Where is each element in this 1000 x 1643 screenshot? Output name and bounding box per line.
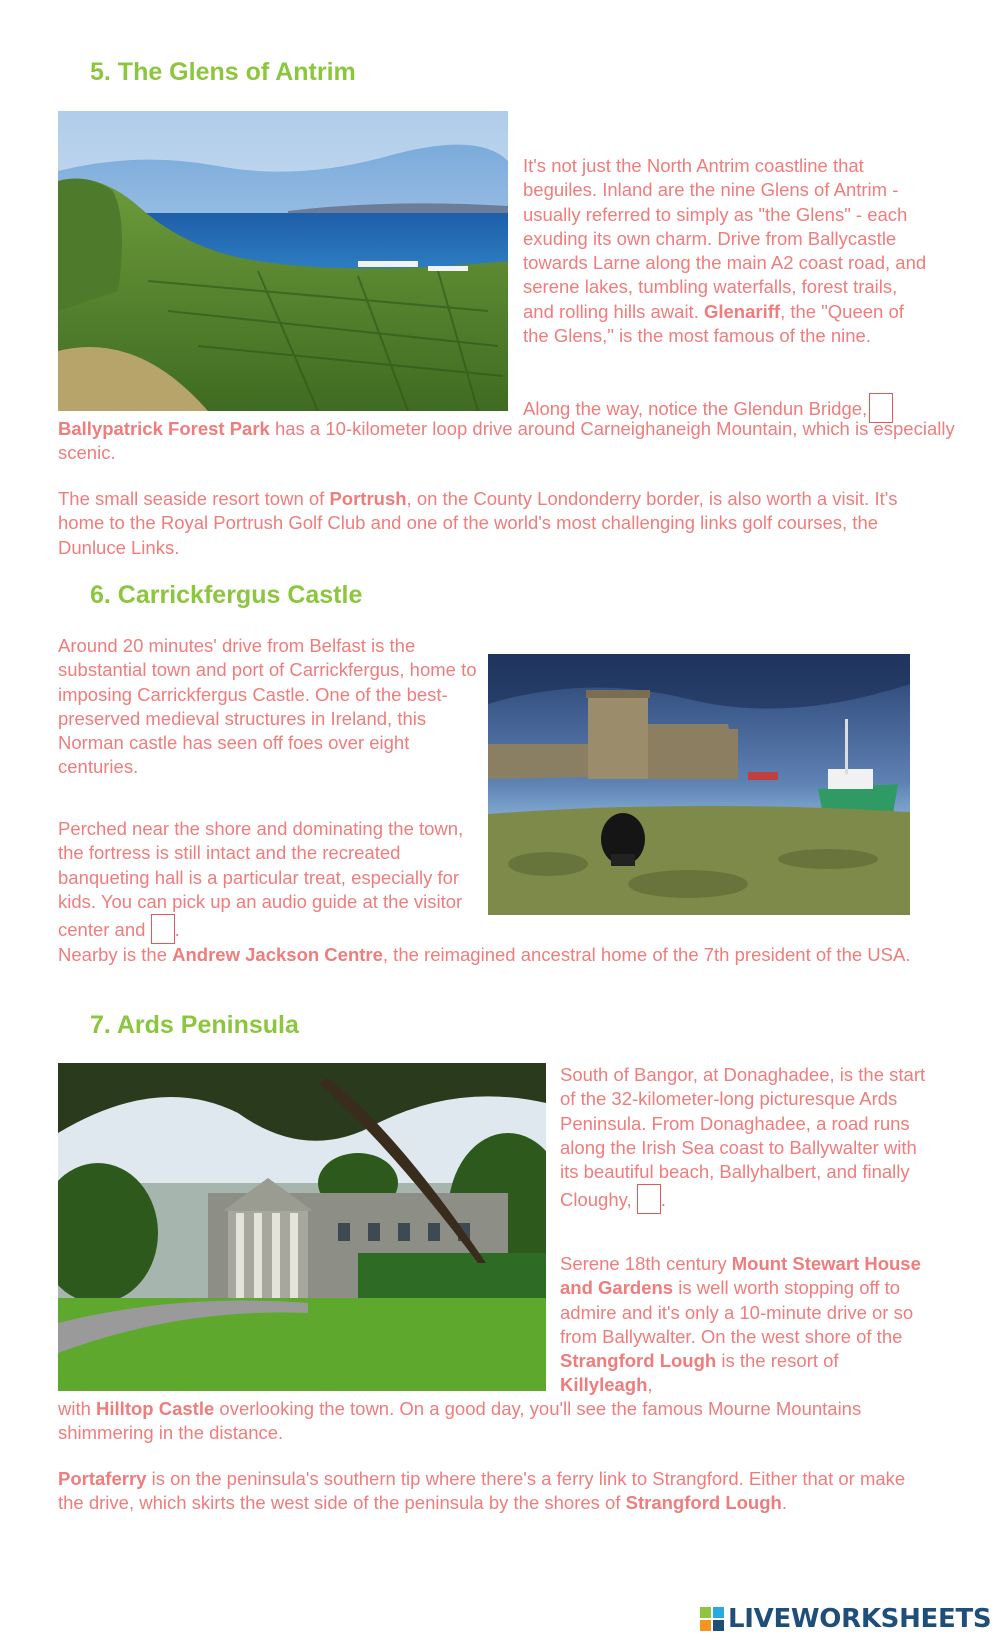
hilltop-castle-bold: Hilltop Castle [96,1398,215,1419]
carrickfergus-paragraph-1: Around 20 minutes' drive from Belfast is the substantial town and port of Carrickfergus, home to imposing Carrickfergus Castle. One of the best-preserved medieval structures in Ireland, this Norman castle has seen off foes over eight centuries. [58,635,477,778]
strangford-lough-bold: Strangford Lough [560,1350,717,1372]
glens-paragraph-1: It's not just the North Antrim coastline that beguiles. Inland are the nine Glens of Antrim - usually referred to simply as "the Glens" - each exuding its own charm. Drive from Ballycastle towards Larne along the main A2 coast road, and serene lakes, tumbling waterfalls, forest trails, and rolling hills await. Glenariff, the "Queen of the Glens," is the most famous of the nine. [523,155,927,347]
ards-paragraph-3: Portaferry is on the peninsula's southern tip where there's a ferry link to Strangford. Either that or make the drive, which skirts the west side of the peninsula by the shores of Strangford Lough. [58,1468,906,1514]
liveworksheets-logo [700,1604,991,1634]
killyleagh-bold: Killyleagh [560,1374,648,1396]
liveworksheets-logo-icon [700,1607,724,1631]
carrickfergus-paragraph-2: Perched near the shore and dominating the town, the fortress is still intact and the recreated banqueting hall is a particular treat, especially for kids. You can pick up an audio guide at the visitor center and . [58,817,483,944]
section-heading-ards: 7. Ards Peninsula [90,1011,299,1039]
glens-paragraph-3: The small seaside resort town of Portrush, on the County Londonderry border, is also worth a visit. It's home to the Royal Portrush Golf Club and one of the world's most challenging links golf courses, the Dunluce Links. [58,488,898,558]
glens-paragraph-2-end: Ballypatrick Forest Park has a 10-kilometer loop drive around Carneighaneigh Mountain, which is especially scenic. [58,418,955,464]
mount-stewart-bold: Mount Stewart House and Gardens [560,1253,921,1299]
carrickfergus-castle-photo [488,654,910,915]
section-heading-glens: 5. The Glens of Antrim [90,58,356,86]
glenariff-bold: Glenariff [703,300,781,322]
answer-box-3[interactable] [637,1184,661,1214]
glens-landscape-photo [58,111,508,411]
ballypatrick-bold: Ballypatrick Forest Park [58,418,270,439]
carrickfergus-paragraph-3: Nearby is the Andrew Jackson Centre, the reimagined ancestral home of the 7th president of the USA. [58,944,911,965]
ards-paragraph-2-end: with Hilltop Castle overlooking the town. On a good day, you'll see the famous Mourne Mountains shimmering in the distance. [58,1398,862,1444]
portrush-bold: Portrush [329,488,407,509]
section-heading-carrickfergus: 6. Carrickfergus Castle [90,581,363,609]
mount-stewart-house-photo [58,1063,546,1391]
strangford-lough-bold-2: Strangford Lough [625,1492,782,1514]
liveworksheets-logo-text: LIVEWORKSHEETS [728,1604,992,1634]
portaferry-bold: Portaferry [58,1468,147,1489]
glens-paragraph-2-start: Along the way, notice the Glendun Bridge, [523,393,943,423]
andrew-jackson-bold: Andrew Jackson Centre [172,944,383,965]
ards-paragraph-1: South of Bangor, at Donaghadee, is the start of the 32-kilometer-long picturesque Ards Peninsula. From Donaghadee, a road runs along the Irish Sea coast to Ballywalter with its beautiful beach, Ballyhalbert, and finally Cloughy, . [560,1063,930,1214]
answer-box-2[interactable] [151,914,175,944]
ards-paragraph-2-start: Serene 18th century Mount Stewart House and Gardens is well worth stopping off to admire and it's only a 10-minute drive or so from Ballywalter. On the west shore of the Strangford Lough is the resort of Killyleagh, [560,1253,921,1396]
